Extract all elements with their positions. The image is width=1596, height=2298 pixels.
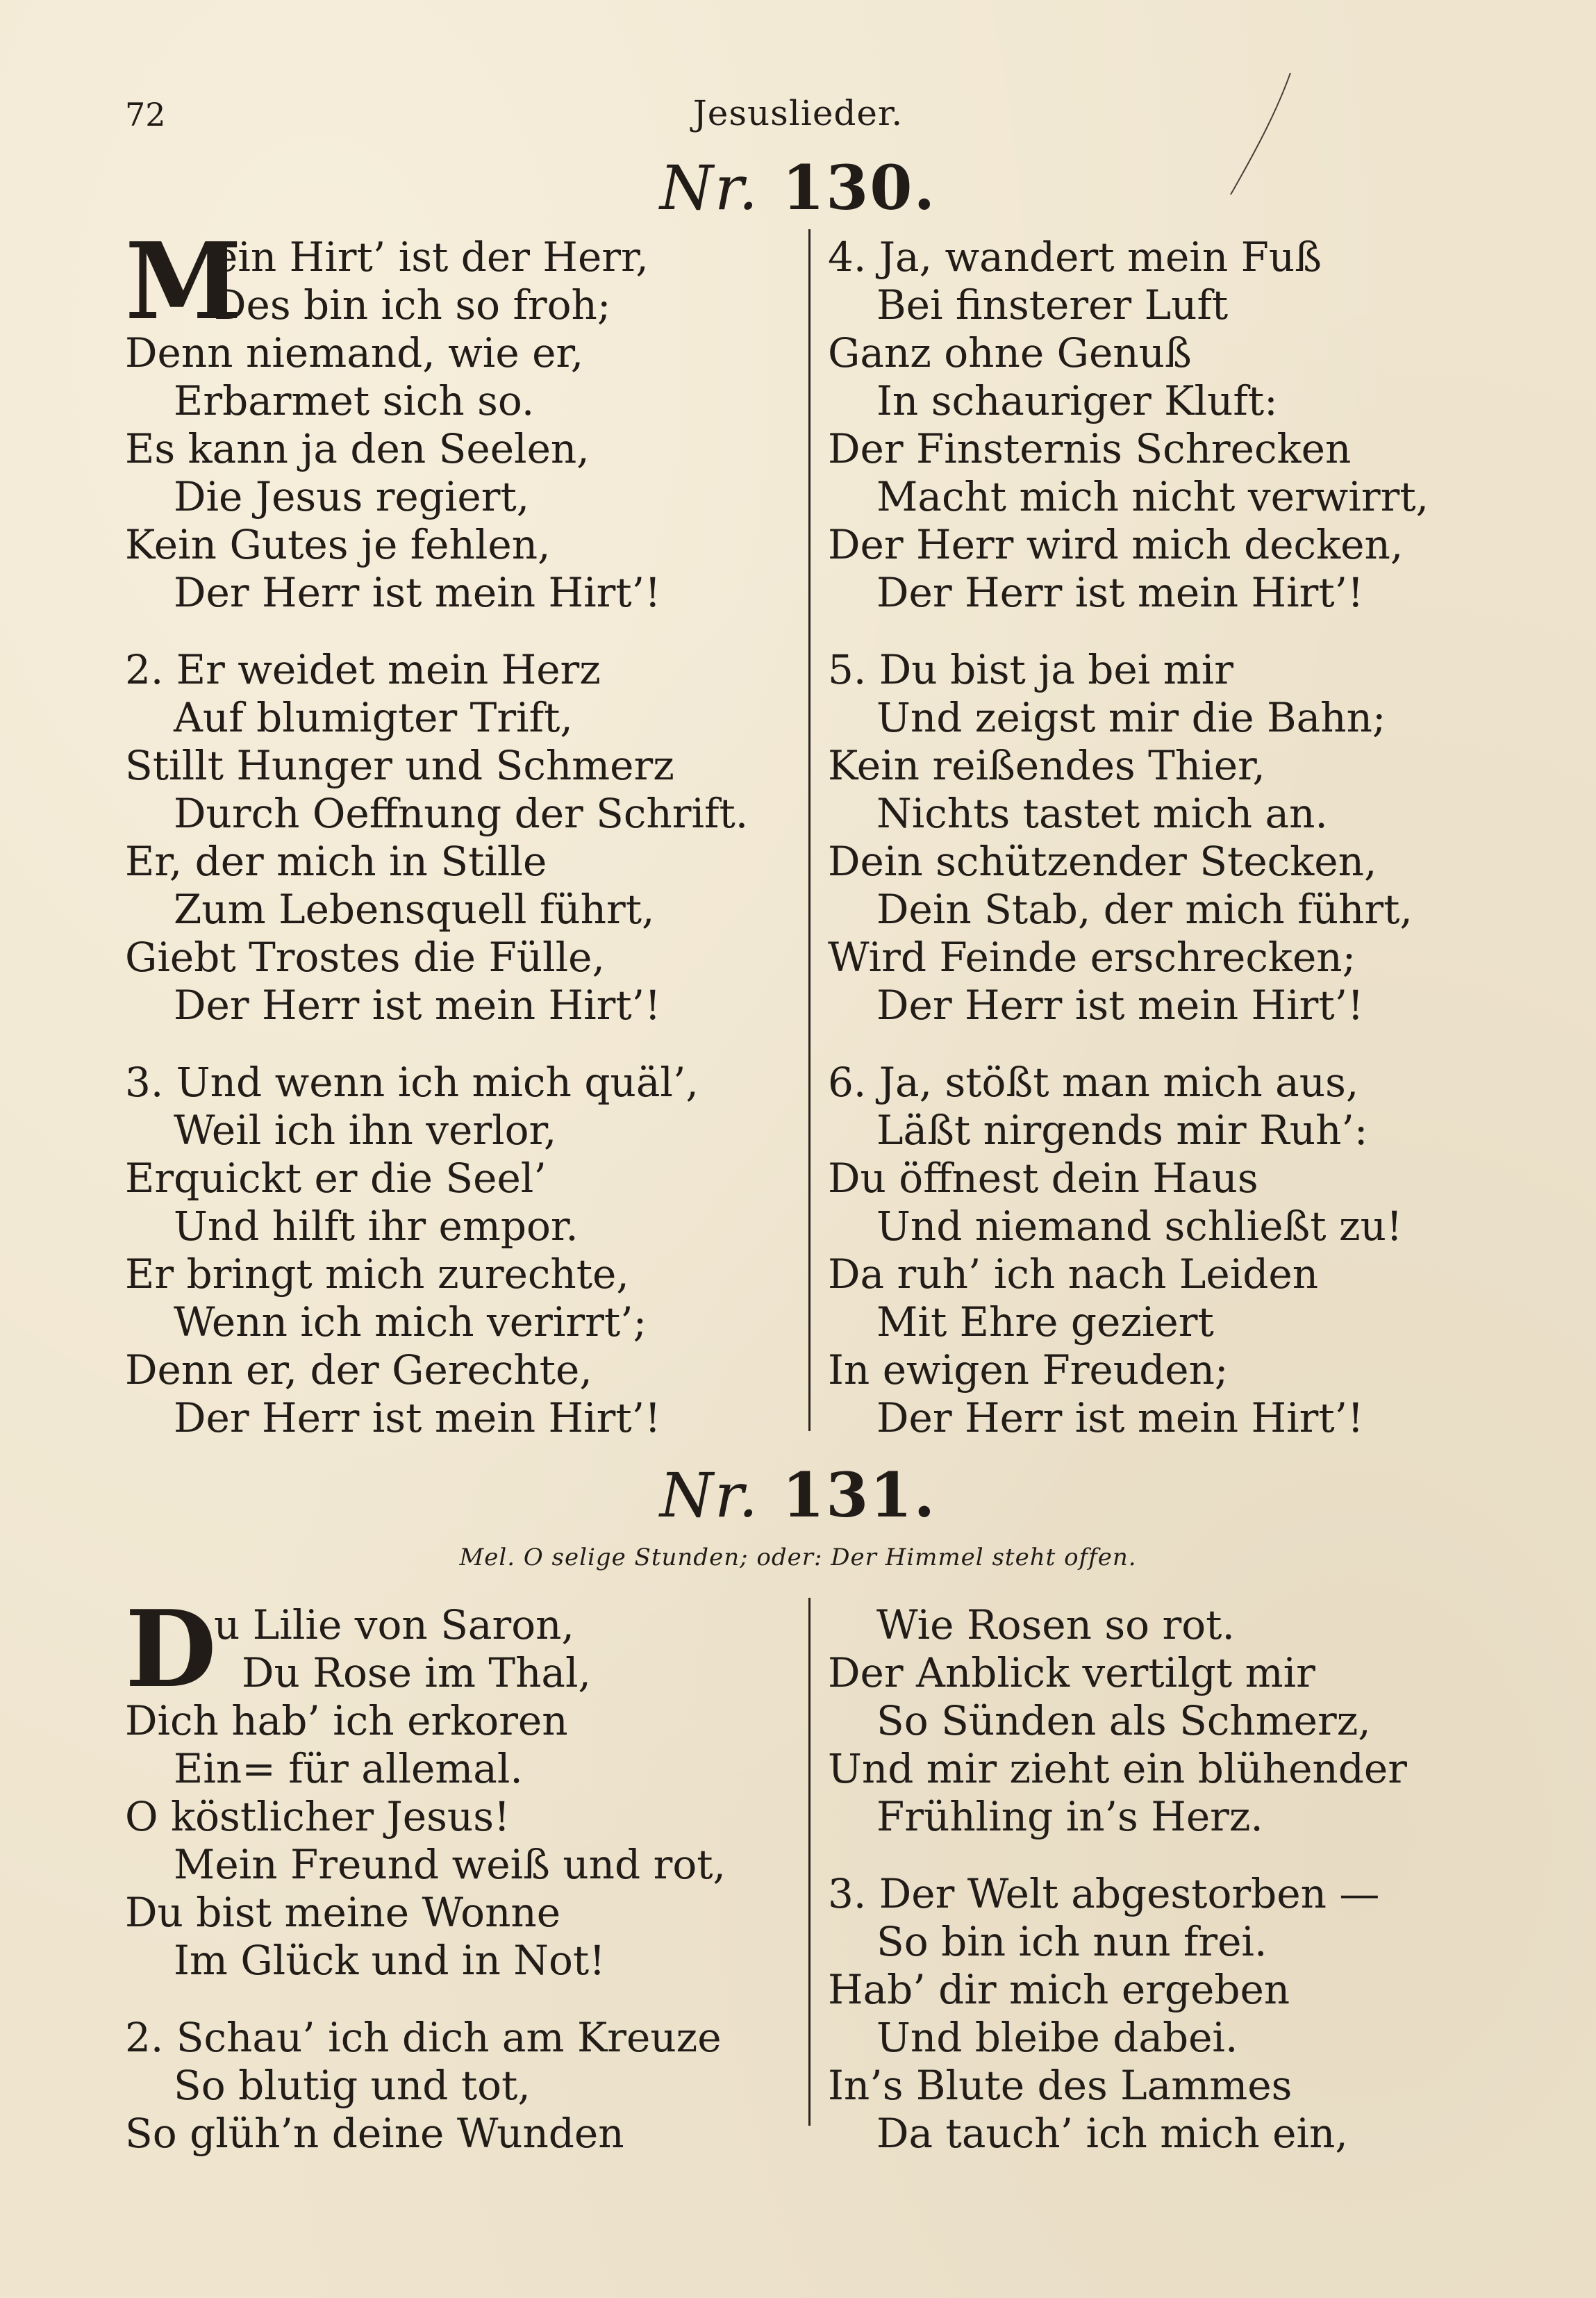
verse-line: Der Herr wird mich decken, — [828, 521, 1404, 568]
hymn-130-stanza-4 — [828, 233, 1564, 617]
verse-line: 2. Er weidet mein Herz — [125, 646, 601, 693]
hymn-130-stanza-2 — [125, 646, 785, 1030]
verse-line: Läßt nirgends mir Ruh’: — [876, 1107, 1368, 1154]
column-divider-130 — [808, 229, 811, 1431]
verse-line: Ganz ohne Genuß — [828, 329, 1192, 377]
verse-line: Durch Oeffnung der Schrift. — [174, 790, 749, 837]
verse-line: So Sünden als Schmerz, — [876, 1697, 1371, 1744]
verse-line: Der Anblick vertilgt mir — [828, 1649, 1315, 1696]
verse-line: Und mir zieht ein blühender — [828, 1745, 1407, 1792]
verse-line: Er, der mich in Stille — [125, 838, 547, 885]
melody-note: Mel. O selige Stunden; oder: Der Himmel steht offen. — [459, 1544, 1137, 1571]
hymn-130-stanza-6 — [828, 1059, 1564, 1442]
column-divider-131 — [808, 1598, 811, 2126]
verse-line: Im Glück und in Not! — [174, 1937, 606, 1984]
verse-line: Du öffnest dein Haus — [828, 1155, 1258, 1202]
verse-line: So glüh’n deine Wunden — [125, 2110, 624, 2157]
verse-line: Wenn ich mich verirrt’; — [174, 1298, 647, 1346]
verse-line: Erbarmet sich so. — [174, 377, 535, 424]
verse-line: 2. Schau’ ich dich am Kreuze — [125, 2014, 722, 2061]
verse-line: Wird Feinde erschrecken; — [828, 934, 1356, 981]
verse-line: Dein Stab, der mich führt, — [876, 886, 1413, 933]
hymn-131-right-column — [828, 1601, 1564, 2187]
hymn-130-number — [0, 151, 1596, 224]
hymn-130-label: Nr. — [659, 152, 760, 224]
verse-line: Ein= für allemal. — [174, 1745, 523, 1792]
verse-line: So blutig und tot, — [174, 2062, 531, 2109]
verse-line: Und zeigst mir die Bahn; — [876, 694, 1386, 741]
verse-line: Denn niemand, wie er, — [125, 329, 584, 377]
hymn-130-right-column — [828, 233, 1564, 1471]
verse-line: Und niemand schließt zu! — [876, 1202, 1403, 1250]
hymn-131-num: 131. — [781, 1459, 937, 1531]
verse-line: Du Rose im Thal, — [242, 1649, 591, 1696]
verse-line: Dich hab’ ich erkoren — [125, 1697, 568, 1744]
verse-line: Da ruh’ ich nach Leiden — [828, 1250, 1319, 1298]
verse-line: Dein schützender Stecken, — [828, 838, 1377, 885]
verse-line: 4. Ja, wandert mein Fuß — [828, 233, 1322, 281]
verse-line: Der Herr ist mein Hirt’! — [876, 569, 1364, 616]
verse-line: Mein Freund weiß und rot, — [174, 1841, 726, 1888]
verse-line: 3. Und wenn ich mich quäl’, — [125, 1059, 699, 1106]
running-title: Jesuslieder. — [692, 93, 904, 133]
verse-line: Nichts tastet mich an. — [876, 790, 1328, 837]
hymn-131-left-column — [125, 1587, 785, 2187]
verse-line: Der Herr ist mein Hirt’! — [174, 982, 661, 1029]
verse-line: ein Hirt’ ist der Herr, — [214, 233, 649, 281]
verse-line: Da tauch’ ich mich ein, — [876, 2110, 1348, 2157]
hymn-130-num: 130. — [781, 151, 937, 224]
verse-line: In ewigen Freuden; — [828, 1346, 1229, 1394]
verse-line: Weil ich ihn verlor, — [174, 1107, 557, 1154]
verse-line: Der Herr ist mein Hirt’! — [876, 1394, 1364, 1441]
verse-line: Der Herr ist mein Hirt’! — [876, 982, 1364, 1029]
verse-line: In schauriger Kluft: — [876, 377, 1278, 424]
verse-line: Macht mich nicht verwirrt, — [876, 473, 1429, 520]
page-number: 72 — [125, 96, 166, 133]
dropcap-M: M — [125, 219, 242, 343]
hymn-130-stanza-5 — [828, 646, 1564, 1030]
verse-line: Zum Lebensquell führt, — [174, 886, 655, 933]
verse-line: Auf blumigter Trift, — [174, 694, 573, 741]
verse-line: Der Finsternis Schrecken — [828, 425, 1352, 472]
verse-line: 3. Der Welt abgestorben — — [828, 1870, 1380, 1917]
hymn-131-label: Nr. — [659, 1460, 760, 1531]
verse-line: Erquickt er die Seel’ — [125, 1155, 547, 1202]
hymn-131-stanza-3 — [828, 1870, 1564, 2158]
verse-line: Es kann ja den Seelen, — [125, 425, 590, 472]
hymn-131-stanza-1 — [125, 1587, 785, 1985]
hymn-131-stanza-2 — [125, 2014, 785, 2158]
verse-line: Der Herr ist mein Hirt’! — [174, 569, 661, 616]
verse-line: Und hilft ihr empor. — [174, 1202, 579, 1250]
verse-line: Der Herr ist mein Hirt’! — [174, 1394, 661, 1441]
verse-line: Wie Rosen so rot. — [876, 1601, 1235, 1648]
verse-line: Stillt Hunger und Schmerz — [125, 742, 674, 789]
hymn-131-stanza-2-continued — [828, 1601, 1564, 1841]
hymn-130-left-column — [125, 219, 785, 1471]
dropcap-D: D — [125, 1587, 217, 1711]
verse-line: 5. Du bist ja bei mir — [828, 646, 1233, 693]
hymn-131-number — [0, 1459, 1596, 1531]
verse-line: Hab’ dir mich ergeben — [828, 1966, 1290, 2013]
verse-line: Kein Gutes je fehlen, — [125, 521, 551, 568]
verse-line: Du bist meine Wonne — [125, 1889, 561, 1936]
verse-line: Denn er, der Gerechte, — [125, 1346, 592, 1394]
verse-line: Kein reißendes Thier, — [828, 742, 1265, 789]
hymn-130-stanza-1 — [125, 219, 785, 617]
verse-line: Und bleibe dabei. — [876, 2014, 1238, 2061]
verse-line: Die Jesus regiert, — [174, 473, 530, 520]
verse-line: Bei finsterer Luft — [876, 281, 1229, 329]
verse-line: Des bin ich so froh; — [214, 281, 611, 329]
verse-line: Er bringt mich zurechte, — [125, 1250, 629, 1298]
verse-line: Mit Ehre geziert — [876, 1298, 1214, 1346]
verse-line: In’s Blute des Lammes — [828, 2062, 1292, 2109]
verse-line: Giebt Trostes die Fülle, — [125, 934, 605, 981]
verse-line: So bin ich nun frei. — [876, 1918, 1267, 1965]
verse-line: u Lilie von Saron, — [214, 1601, 574, 1648]
hymn-130-stanza-3 — [125, 1059, 785, 1442]
verse-line: 6. Ja, stößt man mich aus, — [828, 1059, 1359, 1106]
verse-line: O köstlicher Jesus! — [125, 1793, 510, 1840]
verse-line: Frühling in’s Herz. — [876, 1793, 1263, 1840]
